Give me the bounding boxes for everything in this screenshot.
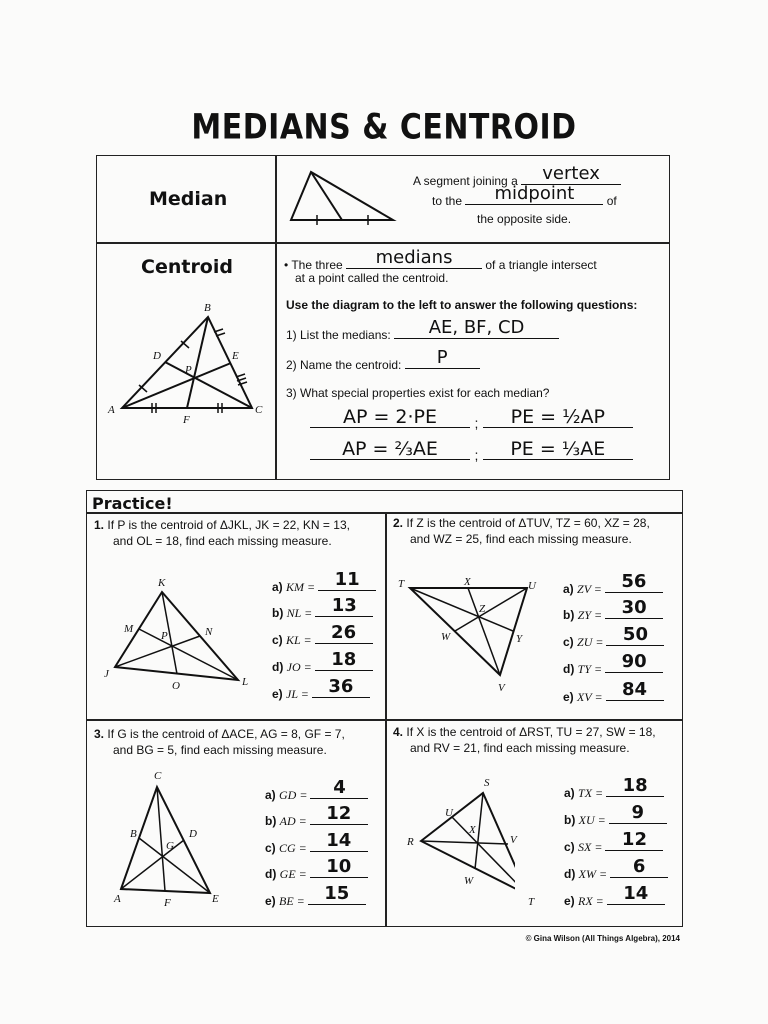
p3-label-b: B <box>130 828 137 840</box>
copyright-footer: © Gina Wilson (All Things Algebra), 2014 <box>525 934 680 943</box>
centroid-definition-line2: at a point called the centroid. <box>295 271 449 285</box>
problem-4-text-line2: and RV = 21, find each missing measure. <box>410 741 630 755</box>
p2-answer-d: d) TY = 90 <box>563 656 663 677</box>
p2-label-z: Z <box>479 603 486 615</box>
point-label-p: P <box>185 364 192 376</box>
table-divider <box>96 242 670 244</box>
p1-answer-a: a) KM = 11 <box>272 574 376 595</box>
p1-answer-b: b) NL = 13 <box>272 600 373 621</box>
p4-label-r: R <box>407 836 414 848</box>
problem-2-text: 2. If Z is the centroid of ΔTUV, TZ = 60, XZ = 28, <box>393 516 650 530</box>
p3-label-g: G <box>166 840 174 852</box>
p4-answer-e: e) RX = 14 <box>564 888 665 909</box>
p4-label-u: U <box>445 807 453 819</box>
medians-list-answer: AE, BF, CD <box>428 317 525 338</box>
point-label-b: B <box>204 302 211 314</box>
p1-answer-c: c) KL = 26 <box>272 627 373 648</box>
p4-answer-c: c) SX = 12 <box>564 834 663 855</box>
p2-answer-b: b) ZY = 30 <box>563 602 663 623</box>
p4-label-v: V <box>510 834 517 846</box>
property-1: AP = 2·PE <box>342 406 438 428</box>
problem-1-text: 1. If P is the centroid of ΔJKL, JK = 22, KN = 13, <box>94 518 350 532</box>
p4-label-s: S <box>484 777 490 789</box>
p2-label-t: T <box>398 578 405 590</box>
property-2: PE = ½AP <box>510 406 605 428</box>
p1-answer-d: d) JO = 18 <box>272 654 373 675</box>
p1-label-o: O <box>172 680 180 692</box>
p3-answer-b: b) AD = 12 <box>265 808 368 829</box>
point-label-e: E <box>232 350 239 362</box>
p2-label-u: U <box>528 580 536 592</box>
point-label-d: D <box>153 350 161 362</box>
point-label-a: A <box>108 404 115 416</box>
p1-label-k: K <box>158 577 166 589</box>
p1-label-l: L <box>242 676 249 688</box>
median-definition-line1: A segment joining a vertex <box>413 172 621 188</box>
point-label-f: F <box>183 414 190 426</box>
p3-answer-e: e) BE = 15 <box>265 888 366 909</box>
p1-label-n: N <box>205 626 213 638</box>
p4-label-x: X <box>469 824 476 836</box>
problem-3-text-line2: and BG = 5, find each missing measure. <box>113 743 327 757</box>
question-2: 2) Name the centroid: P <box>286 356 480 372</box>
p1-label-j: J <box>104 668 109 680</box>
practice-divider <box>86 719 683 721</box>
p2-answer-c: c) ZU = 50 <box>563 629 664 650</box>
p2-label-w: W <box>441 631 451 643</box>
p3-label-c: C <box>154 770 162 782</box>
centroid-name-answer: P <box>436 347 448 368</box>
p4-answer-d: d) XW = 6 <box>564 861 668 882</box>
median-definition-line2: to the midpoint of <box>432 183 617 208</box>
centroid-diagram <box>110 300 270 425</box>
centroid-instructions: Use the diagram to the left to answer the following questions: <box>286 298 638 312</box>
property-row-2: AP = ⅔AE ; PE = ⅓AE <box>310 437 640 465</box>
p3-label-f: F <box>164 897 171 909</box>
p3-label-e: E <box>212 893 219 905</box>
centroid-label: Centroid <box>141 256 233 278</box>
p2-label-v: V <box>498 682 505 694</box>
p3-answer-d: d) GE = 10 <box>265 861 368 882</box>
p2-label-x: X <box>464 576 471 588</box>
problem-4-text: 4. If X is the centroid of ΔRST, TU = 27, SW = 18, <box>393 725 656 739</box>
p4-label-t: T <box>528 896 535 908</box>
p3-answer-a: a) GD = 4 <box>265 782 368 803</box>
property-3: AP = ⅔AE <box>342 438 438 460</box>
p2-answer-e: e) XV = 84 <box>563 684 664 705</box>
problem-1-text-line2: and OL = 18, find each missing measure. <box>113 534 332 548</box>
p4-answer-a: a) TX = 18 <box>564 780 664 801</box>
p1-label-m: M <box>124 623 134 635</box>
median-label: Median <box>149 188 228 210</box>
p3-label-d: D <box>189 828 197 840</box>
p3-answer-c: c) CG = 14 <box>265 835 368 856</box>
problem-1-diagram <box>110 585 250 685</box>
question-1: 1) List the medians: AE, BF, CD <box>286 326 559 342</box>
problem-2-text-line2: and WZ = 25, find each missing measure. <box>410 532 632 546</box>
p2-answer-a: a) ZV = 56 <box>563 576 663 597</box>
p3-label-a: A <box>114 893 121 905</box>
centroid-definition-line1: • The three medians of a triangle intersect <box>284 247 597 272</box>
practice-header: Practice! <box>92 494 173 513</box>
table-divider <box>275 155 277 480</box>
problem-3-text: 3. If G is the centroid of ΔACE, AG = 8, GF = 7, <box>94 727 345 741</box>
median-diagram <box>285 168 405 228</box>
vertex-answer: vertex <box>542 163 600 184</box>
median-definition-line3: the opposite side. <box>477 212 572 226</box>
property-4: PE = ⅓AE <box>510 438 606 460</box>
property-row-1: AP = 2·PE ; PE = ½AP <box>310 405 640 433</box>
question-3: 3) What special properties exist for each median? <box>286 386 550 400</box>
p4-label-w: W <box>464 875 474 887</box>
p1-label-p: P <box>161 630 168 642</box>
p1-answer-e: e) JL = 36 <box>272 681 370 702</box>
midpoint-answer: midpoint <box>494 183 575 204</box>
medians-answer: medians <box>375 247 453 268</box>
p4-answer-b: b) XU = 9 <box>564 807 667 828</box>
p2-label-y: Y <box>516 633 523 645</box>
page-title: MEDIANS & CENTROID <box>191 107 577 148</box>
point-label-c: C <box>255 404 263 416</box>
